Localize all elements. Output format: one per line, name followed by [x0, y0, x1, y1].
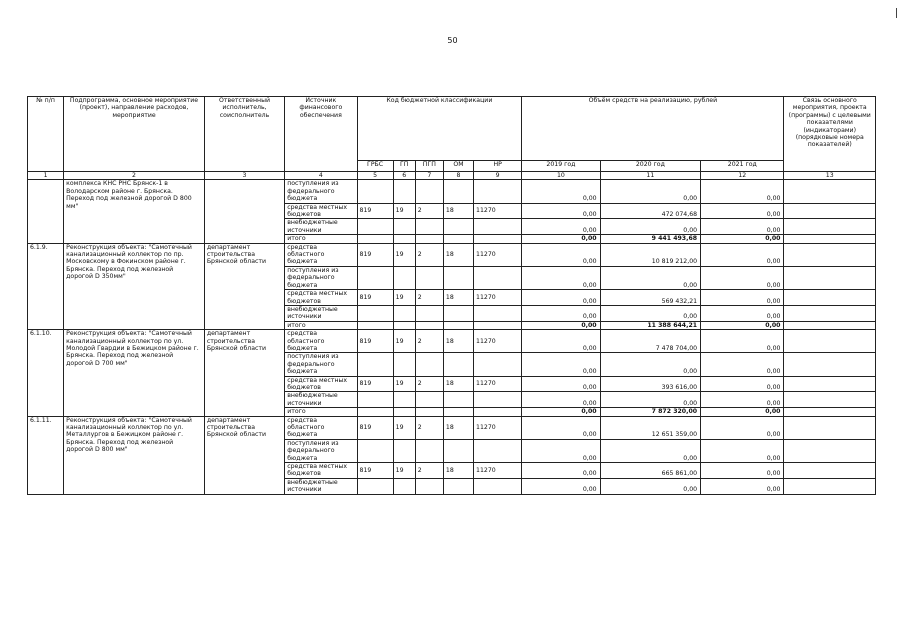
code-nr	[474, 408, 522, 416]
amount-2020: 7 478 704,00	[600, 330, 700, 353]
funding-source: поступления из федерального бюджета	[285, 439, 357, 462]
indicator-link	[784, 219, 876, 235]
code-om: 18	[443, 416, 473, 439]
code-om: 18	[443, 330, 473, 353]
code-om	[443, 180, 473, 203]
amount-2021: 0,00	[701, 376, 784, 392]
code-gp	[393, 353, 415, 376]
header-link: Связь основного мероприятия, проекта (программы) с целевыми показателями (индикаторами) (порядковые номера показателей)	[784, 97, 876, 172]
code-pgp	[415, 408, 443, 416]
amount-2021: 0,00	[701, 219, 784, 235]
code-om	[443, 305, 473, 321]
amount-2021: 0,00	[701, 266, 784, 289]
column-number: 13	[784, 172, 876, 180]
amount-2021: 0,00	[701, 290, 784, 306]
code-om: 18	[443, 203, 473, 219]
item-name: Реконструкция объекта: "Самотечный канализационный коллектор по ул. Металлургов в Бежицком районе г. Брянска. Переход под железной дорогой D 800 мм"	[64, 416, 205, 494]
item-number: 6.1.11.	[28, 416, 64, 494]
header-om: ОМ	[443, 161, 473, 172]
funding-row	[28, 243, 876, 266]
indicator-link	[784, 235, 876, 243]
item-executor: департамент строительства Брянской области	[204, 416, 284, 494]
amount-2021: 0,00	[701, 408, 784, 416]
amount-2020: 0,00	[600, 219, 700, 235]
code-om	[443, 392, 473, 408]
code-pgp	[415, 353, 443, 376]
header-row-1	[28, 97, 876, 161]
code-pgp: 2	[415, 203, 443, 219]
code-om: 18	[443, 243, 473, 266]
code-gp: 19	[393, 376, 415, 392]
funding-source: внебюджетные источники	[285, 392, 357, 408]
code-nr: 11270	[474, 203, 522, 219]
item-executor: департамент строительства Брянской области	[204, 330, 284, 416]
code-gp	[393, 219, 415, 235]
code-om	[443, 408, 473, 416]
code-grbs	[357, 235, 393, 243]
code-om	[443, 266, 473, 289]
amount-2021: 0,00	[701, 235, 784, 243]
code-gp	[393, 321, 415, 329]
item-name: Реконструкция объекта: "Самотечный канализационный коллектор по пр. Московскому в Фокинском районе г. Брянска. Переход под железной дорогой D 350мм"	[64, 243, 205, 329]
code-gp: 19	[393, 290, 415, 306]
item-name: комплекса КНС РНС Брянск-1 в Володарском районе г. Брянска. Переход под железной дорогой D 800 мм"	[64, 180, 205, 243]
code-pgp: 2	[415, 463, 443, 479]
amount-2019: 0,00	[522, 203, 600, 219]
funding-row	[28, 330, 876, 353]
header-num: № п/п	[28, 97, 64, 172]
amount-2020: 0,00	[600, 305, 700, 321]
code-gp	[393, 266, 415, 289]
amount-2020: 0,00	[600, 439, 700, 462]
funding-source: средства местных бюджетов	[285, 463, 357, 479]
amount-2020: 0,00	[600, 392, 700, 408]
amount-2019: 0,00	[522, 305, 600, 321]
code-nr	[474, 235, 522, 243]
funding-source: средства областного бюджета	[285, 416, 357, 439]
code-grbs	[357, 408, 393, 416]
indicator-link	[784, 408, 876, 416]
funding-source: итого	[285, 321, 357, 329]
code-grbs	[357, 321, 393, 329]
amount-2019: 0,00	[522, 392, 600, 408]
funding-source: итого	[285, 235, 357, 243]
code-pgp: 2	[415, 376, 443, 392]
amount-2019: 0,00	[522, 478, 600, 494]
code-pgp: 2	[415, 243, 443, 266]
code-pgp	[415, 219, 443, 235]
code-pgp	[415, 305, 443, 321]
code-grbs: 819	[357, 290, 393, 306]
amount-2020: 665 861,00	[600, 463, 700, 479]
code-grbs	[357, 219, 393, 235]
amount-2019: 0,00	[522, 243, 600, 266]
funding-source: поступления из федерального бюджета	[285, 266, 357, 289]
amount-2021: 0,00	[701, 353, 784, 376]
code-nr	[474, 392, 522, 408]
code-om: 18	[443, 376, 473, 392]
code-grbs: 819	[357, 243, 393, 266]
header-2019: 2019 год	[522, 161, 600, 172]
amount-2020: 7 872 320,00	[600, 408, 700, 416]
code-nr: 11270	[474, 376, 522, 392]
code-gp	[393, 408, 415, 416]
code-nr	[474, 353, 522, 376]
header-volume: Объём средств на реализацию, рублей	[522, 97, 784, 161]
funding-row	[28, 416, 876, 439]
amount-2020: 0,00	[600, 353, 700, 376]
amount-2021: 0,00	[701, 180, 784, 203]
column-number: 2	[64, 172, 205, 180]
amount-2020: 10 819 212,00	[600, 243, 700, 266]
amount-2019: 0,00	[522, 266, 600, 289]
funding-source: внебюджетные источники	[285, 219, 357, 235]
amount-2020: 472 074,68	[600, 203, 700, 219]
code-gp: 19	[393, 463, 415, 479]
code-om	[443, 353, 473, 376]
code-pgp: 2	[415, 416, 443, 439]
code-nr	[474, 321, 522, 329]
column-number: 11	[600, 172, 700, 180]
amount-2021: 0,00	[701, 243, 784, 266]
amount-2020: 0,00	[600, 266, 700, 289]
amount-2019: 0,00	[522, 180, 600, 203]
amount-2019: 0,00	[522, 408, 600, 416]
code-nr	[474, 266, 522, 289]
code-om	[443, 219, 473, 235]
code-gp: 19	[393, 203, 415, 219]
amount-2019: 0,00	[522, 353, 600, 376]
item-number: 6.1.10.	[28, 330, 64, 416]
code-pgp	[415, 392, 443, 408]
item-name: Реконструкция объекта: "Самотечный канализационный коллектор по ул. Молодой Гвардии в Бежицком районе г. Брянска. Переход под железной дорогой D 700 мм"	[64, 330, 205, 416]
item-number: 6.1.9.	[28, 243, 64, 329]
funding-source: средства местных бюджетов	[285, 376, 357, 392]
column-number: 10	[522, 172, 600, 180]
column-number: 7	[415, 172, 443, 180]
header-executor: Ответственный исполнитель, соисполнитель	[204, 97, 284, 172]
code-grbs	[357, 353, 393, 376]
header-budget-code: Код бюджетной классификации	[357, 97, 522, 161]
code-pgp	[415, 180, 443, 203]
column-numbers-row	[28, 172, 876, 180]
amount-2021: 0,00	[701, 463, 784, 479]
page-number: 50	[447, 36, 458, 45]
code-grbs: 819	[357, 416, 393, 439]
item-number	[28, 180, 64, 243]
code-gp: 19	[393, 330, 415, 353]
funding-source: средства областного бюджета	[285, 243, 357, 266]
item-executor	[204, 180, 284, 243]
header-source: Источник финансового обеспечения	[285, 97, 357, 172]
amount-2019: 0,00	[522, 235, 600, 243]
column-number: 4	[285, 172, 357, 180]
indicator-link	[784, 376, 876, 392]
scan-margin-mark	[896, 8, 897, 18]
indicator-link	[784, 203, 876, 219]
code-pgp: 2	[415, 290, 443, 306]
indicator-link	[784, 392, 876, 408]
header-2020: 2020 год	[600, 161, 700, 172]
amount-2020: 0,00	[600, 478, 700, 494]
budget-table	[27, 96, 876, 495]
amount-2019: 0,00	[522, 439, 600, 462]
amount-2020: 569 432,21	[600, 290, 700, 306]
indicator-link	[784, 321, 876, 329]
amount-2020: 11 388 644,21	[600, 321, 700, 329]
funding-source: итого	[285, 408, 357, 416]
amount-2021: 0,00	[701, 305, 784, 321]
amount-2019: 0,00	[522, 463, 600, 479]
column-number: 1	[28, 172, 64, 180]
code-gp: 19	[393, 416, 415, 439]
amount-2019: 0,00	[522, 290, 600, 306]
amount-2021: 0,00	[701, 416, 784, 439]
amount-2019: 0,00	[522, 321, 600, 329]
header-program: Подпрограмма, основное мероприятие (проект), направление расходов, мероприятие	[64, 97, 205, 172]
header-nr: НР	[474, 161, 522, 172]
indicator-link	[784, 463, 876, 479]
code-om	[443, 478, 473, 494]
item-executor: департамент строительства Брянской области	[204, 243, 284, 329]
code-grbs: 819	[357, 203, 393, 219]
column-number: 5	[357, 172, 393, 180]
funding-source: поступления из федерального бюджета	[285, 353, 357, 376]
code-gp	[393, 478, 415, 494]
code-nr	[474, 305, 522, 321]
code-nr	[474, 180, 522, 203]
header-gp: ГП	[393, 161, 415, 172]
column-number: 6	[393, 172, 415, 180]
column-number: 12	[701, 172, 784, 180]
amount-2019: 0,00	[522, 416, 600, 439]
amount-2021: 0,00	[701, 203, 784, 219]
indicator-link	[784, 439, 876, 462]
funding-source: средства местных бюджетов	[285, 290, 357, 306]
code-grbs: 819	[357, 376, 393, 392]
code-nr: 11270	[474, 290, 522, 306]
funding-source: внебюджетные источники	[285, 478, 357, 494]
code-nr	[474, 219, 522, 235]
amount-2021: 0,00	[701, 392, 784, 408]
indicator-link	[784, 266, 876, 289]
code-om	[443, 321, 473, 329]
header-grbs: ГРБС	[357, 161, 393, 172]
indicator-link	[784, 243, 876, 266]
code-nr: 11270	[474, 330, 522, 353]
code-gp	[393, 392, 415, 408]
code-pgp	[415, 478, 443, 494]
code-pgp: 2	[415, 330, 443, 353]
code-grbs	[357, 180, 393, 203]
funding-source: средства областного бюджета	[285, 330, 357, 353]
code-grbs	[357, 392, 393, 408]
funding-source: поступления из федерального бюджета	[285, 180, 357, 203]
code-nr	[474, 478, 522, 494]
code-om: 18	[443, 463, 473, 479]
amount-2020: 393 616,00	[600, 376, 700, 392]
code-grbs	[357, 439, 393, 462]
indicator-link	[784, 330, 876, 353]
code-gp	[393, 439, 415, 462]
code-grbs	[357, 305, 393, 321]
column-number: 8	[443, 172, 473, 180]
code-om: 18	[443, 290, 473, 306]
code-gp	[393, 305, 415, 321]
amount-2020: 9 441 493,68	[600, 235, 700, 243]
funding-source: средства местных бюджетов	[285, 203, 357, 219]
column-number: 3	[204, 172, 284, 180]
code-gp	[393, 235, 415, 243]
code-pgp	[415, 321, 443, 329]
indicator-link	[784, 290, 876, 306]
amount-2021: 0,00	[701, 439, 784, 462]
code-pgp	[415, 266, 443, 289]
code-gp: 19	[393, 243, 415, 266]
amount-2019: 0,00	[522, 219, 600, 235]
code-nr: 11270	[474, 243, 522, 266]
code-nr	[474, 439, 522, 462]
code-gp	[393, 180, 415, 203]
code-grbs: 819	[357, 463, 393, 479]
code-pgp	[415, 235, 443, 243]
code-grbs	[357, 266, 393, 289]
code-grbs: 819	[357, 330, 393, 353]
indicator-link	[784, 353, 876, 376]
amount-2021: 0,00	[701, 321, 784, 329]
funding-row	[28, 180, 876, 203]
code-pgp	[415, 439, 443, 462]
code-nr: 11270	[474, 416, 522, 439]
amount-2021: 0,00	[701, 478, 784, 494]
amount-2020: 0,00	[600, 180, 700, 203]
indicator-link	[784, 305, 876, 321]
amount-2019: 0,00	[522, 330, 600, 353]
indicator-link	[784, 416, 876, 439]
indicator-link	[784, 478, 876, 494]
column-number: 9	[474, 172, 522, 180]
amount-2021: 0,00	[701, 330, 784, 353]
code-om	[443, 235, 473, 243]
code-grbs	[357, 478, 393, 494]
indicator-link	[784, 180, 876, 203]
header-2021: 2021 год	[701, 161, 784, 172]
amount-2020: 12 651 359,00	[600, 416, 700, 439]
amount-2019: 0,00	[522, 376, 600, 392]
funding-source: внебюджетные источники	[285, 305, 357, 321]
code-om	[443, 439, 473, 462]
header-pgp: ПГП	[415, 161, 443, 172]
code-nr: 11270	[474, 463, 522, 479]
